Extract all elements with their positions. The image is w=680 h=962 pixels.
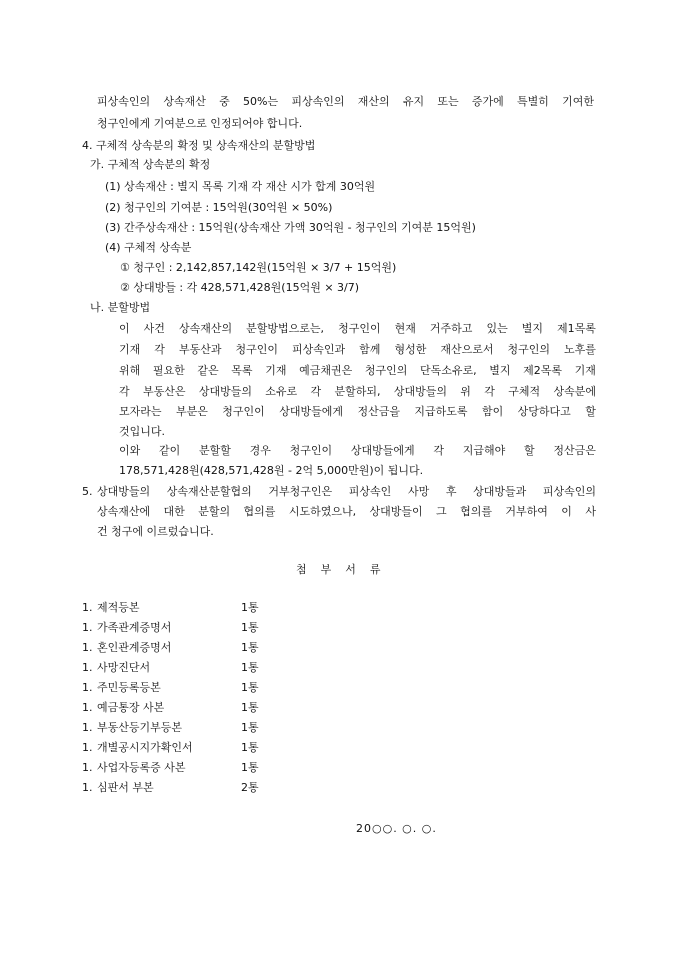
attachment-number: 1. [82,681,93,694]
attachments-title: 첨부서류 [296,563,395,576]
section-4-na-heading: 나. 분할방법 [90,301,151,314]
ga-item-3: (3) 간주상속재산 : 15억원(상속재산 가액 30억원 - 청구인의 기여분 15억원) [105,221,476,234]
section-4-heading: 4. 구체적 상속분의 확정 및 상속재산의 분할방법 [82,139,316,152]
na-para1-line-1: 이 사건 상속재산의 분할방법으로는, 청구인이 현재 거주하고 있는 별지 제1목록 [119,322,596,335]
attachment-number: 1. [82,761,93,774]
ga-item-1: (1) 상속재산 : 별지 목록 기재 각 재산 시가 합계 30억원 [105,180,376,193]
attachment-count: 2통 [241,781,259,794]
ga-sub-1: ① 청구인 : 2,142,857,142원(15억원 × 3/7 + 15억원) [120,261,397,274]
ga-item-4: (4) 구체적 상속분 [105,241,192,254]
attachment-name: 부동산등기부등본 [97,721,183,734]
attachment-name: 사업자등록증 사본 [97,761,186,774]
ga-item-2: (2) 청구인의 기여분 : 15억원(30억원 × 50%) [105,201,333,214]
attachment-count: 1통 [241,681,259,694]
attachment-name: 제적등본 [97,601,140,614]
ga-sub-2: ② 상대방들 : 각 428,571,428원(15억원 × 3/7) [120,281,360,294]
na-para2-line-1: 이와 같이 분할할 경우 청구인이 상대방들에게 각 지급해야 할 정산금은 [119,444,596,457]
attachment-count: 1통 [241,641,259,654]
attachment-number: 1. [82,601,93,614]
attachment-name: 심판서 부본 [97,781,154,794]
attachment-name: 사망진단서 [97,661,151,674]
attachment-number: 1. [82,621,93,634]
document-date: 20○○. ○. ○. [356,822,437,835]
section-5-line-3: 건 청구에 이르렀습니다. [97,525,214,538]
section-5-line-2: 상속재산에 대한 분할의 협의를 시도하였으나, 상대방들이 그 협의를 거부하여 이 사 [97,505,596,518]
attachment-count: 1통 [241,761,259,774]
attachment-number: 1. [82,781,93,794]
na-para1-line-6: 것입니다. [119,425,166,438]
attachment-number: 1. [82,661,93,674]
attachment-number: 1. [82,741,93,754]
attachment-count: 1통 [241,661,259,674]
na-para2-line-2: 178,571,428원(428,571,428원 - 2억 5,000만원)이 됩니다. [119,464,424,477]
attachment-number: 1. [82,641,93,654]
section-5-number: 5. [82,485,93,498]
section-4-ga-heading: 가. 구체적 상속분의 확정 [90,158,211,171]
attachment-number: 1. [82,721,93,734]
intro-line-2: 청구인에게 기여분으로 인정되어야 합니다. [97,117,303,130]
attachment-count: 1통 [241,741,259,754]
na-para1-line-2: 기재 각 부동산과 청구인이 피상속인과 함께 형성한 재산으로서 청구인의 노후를 [119,343,596,356]
attachment-count: 1통 [241,701,259,714]
attachment-count: 1통 [241,721,259,734]
attachment-count: 1통 [241,621,259,634]
na-para1-line-5: 모자라는 부분은 청구인이 상대방들에게 정산금을 지급하도록 함이 상당하다고 할 [119,405,596,418]
attachment-name: 혼인관계증명서 [97,641,172,654]
section-5-line-1: 상대방들의 상속재산분할협의 거부청구인은 피상속인 사망 후 상대방들과 피상속인의 [97,485,596,498]
attachment-name: 예금통장 사본 [97,701,165,714]
attachment-number: 1. [82,701,93,714]
attachment-name: 주민등록등본 [97,681,161,694]
attachment-name: 가족관계증명서 [97,621,172,634]
intro-line-1: 피상속인의 상속재산 중 50%는 피상속인의 재산의 유지 또는 증가에 특별히 기여한 [97,95,594,108]
na-para1-line-3: 위해 필요한 같은 목록 기재 예금채권은 청구인의 단독소유로, 별지 제2목록 기재 [119,364,596,377]
na-para1-line-4: 각 부동산은 상대방들의 소유로 각 분할하되, 상대방들의 위 각 구체적 상속분에 [119,385,596,398]
attachment-name: 개별공시지가확인서 [97,741,193,754]
attachment-count: 1통 [241,601,259,614]
